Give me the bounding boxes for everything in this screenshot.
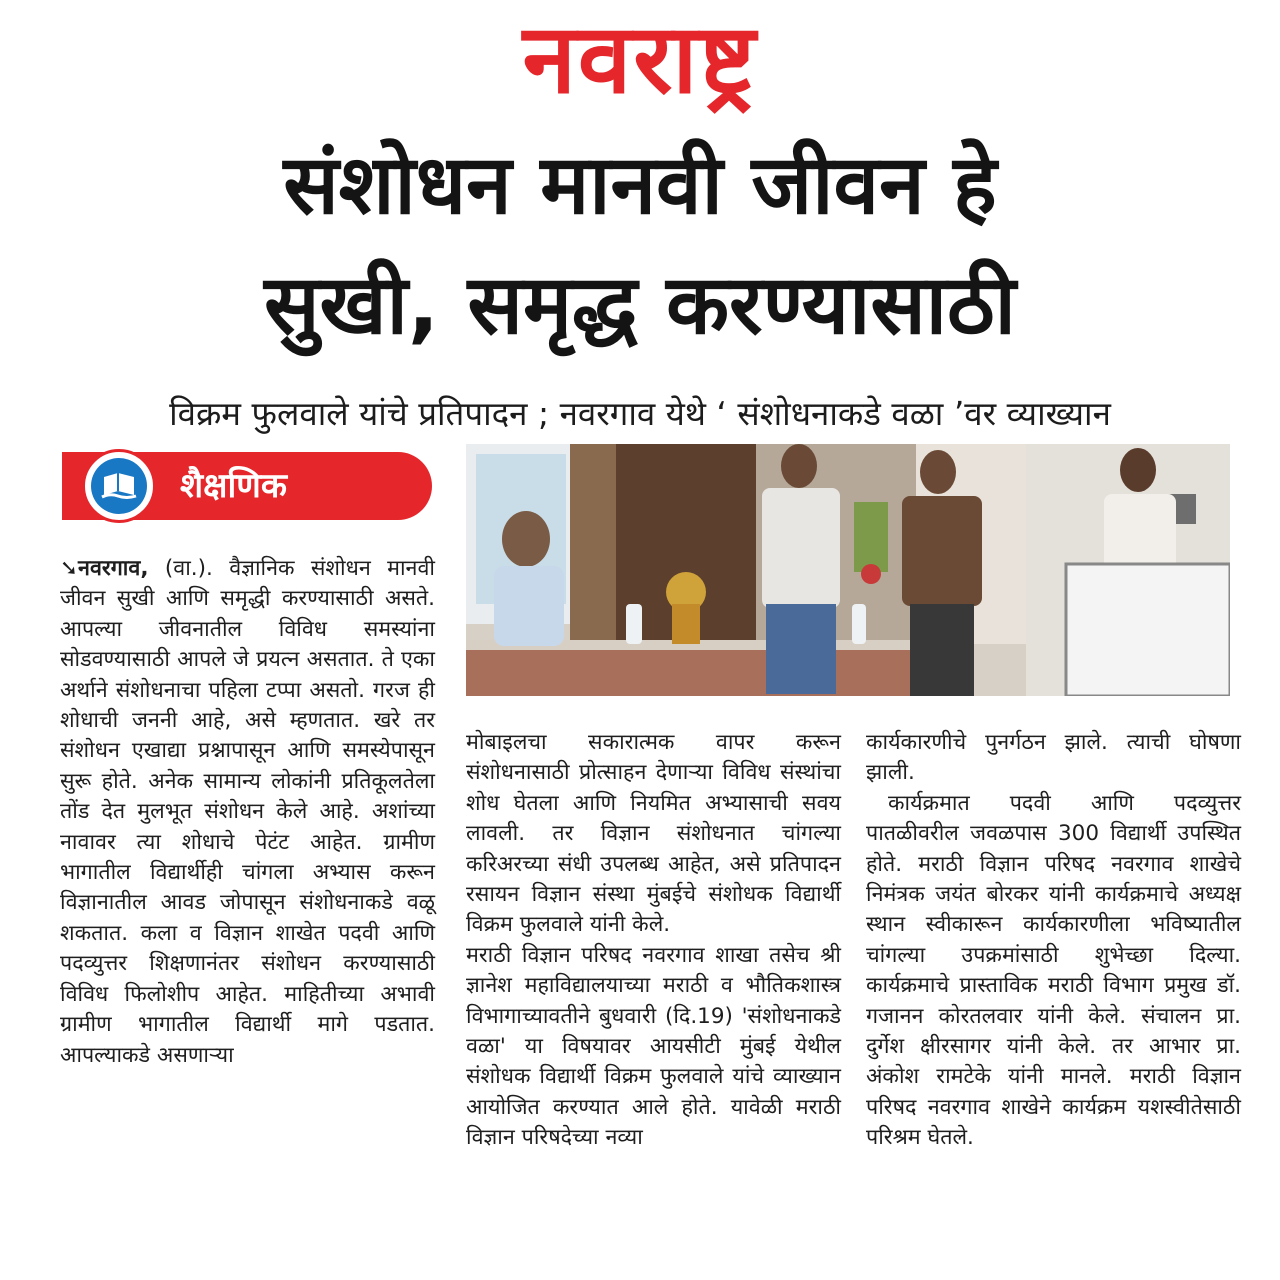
section-badge-label: शैक्षणिक: [180, 466, 287, 506]
article-column-3: [866, 728, 1241, 1154]
subheadline: विक्रम फुलवाले यांचे प्रतिपादन ; नवरगाव येथे ‘ संशोधनाकडे वळा ’वर व्याख्यान: [169, 394, 1111, 433]
headline-line-2: सुखी, समृद्ध करण्यासाठी: [264, 258, 1016, 353]
headline-line-1: संशोधन मानवी जीवन हे: [283, 138, 997, 233]
article-paragraph-3: मराठी विज्ञान परिषद नवरगाव शाखा तसेच श्री ज्ञानेश महाविद्यालयाच्या मराठी व भौतिकशास्त्र विभागाच्यावतीने बुधवारी (दि.19) 'संशोधनाकडे वळा' या विषयावर आयसीटी मुंबई येथील संशोधक विद्यार्थी विक्रम फुलवाले यांचे व्याख्यान आयोजित करण्यात आले होते. यावेळी मराठी विज्ञान परिषदेच्या नव्या: [466, 942, 841, 1151]
masthead-title: नवराष्ट्र: [522, 3, 758, 115]
article-paragraph-2: मोबाइलचा सकारात्मक वापर करून संशोधनासाठी प्रोत्साहन देणाऱ्या विविध संस्थांचा शोध घेतला आणि नियमित अभ्यासाची सवय लावली. तर विज्ञान संशोधनात चांगल्या करिअरच्या संधी उपलब्ध आहेत, असे प्रतिपादन रसायन विज्ञान संस्था मुंबईचे संशोधक विद्यार्थी विक्रम फुलवाले यांनी केले.: [466, 730, 841, 938]
dateline-arrow-icon: ➘: [60, 556, 79, 581]
article-paragraph-5: कार्यक्रमात पदवी आणि पदव्युत्तर पातळीवरील जवळपास 300 विद्यार्थी उपस्थित होते. मराठी विज्ञान परिषद नवरगाव शाखेचे निमंत्रक जयंत बोरकर यांनी कार्यक्रमाचे अध्यक्ष स्थान स्वीकारून कार्यकारणीला भविष्यातील चांगल्या उपक्रमांसाठी शुभेच्छा दिल्या. कार्यक्रमाचे प्रास्ताविक मराठी विभाग प्रमुख डॉ. गजानन कोरतलवार यांनी केले. संचालन प्रा. दुर्गेश क्षीरसागर यांनी केले. तर आभार प्रा. अंकोश रामटेके यांनी मानले. मराठी विज्ञान परिषद नवरगाव शाखेने कार्यक्रम यशस्वीतेसाठी परिश्रम घेतले.: [866, 790, 1241, 1151]
section-badge: [62, 452, 432, 520]
book-hand-icon: [82, 449, 156, 523]
article-column-2: [466, 728, 841, 1154]
dateline-source: (वा.).: [148, 556, 230, 581]
masthead: [0, 0, 1280, 118]
article-column-1: [60, 554, 435, 1071]
event-photo: [466, 444, 1230, 696]
article-paragraph-4: कार्यकारणीचे पुनर्गठन झाले. त्याची घोषणा झाली.: [866, 730, 1241, 786]
dateline-place: नवरगाव,: [78, 556, 149, 581]
article-paragraph-1: वैज्ञानिक संशोधन मानवी जीवन सुखी आणि समृद्धी करण्यासाठी असते. आपल्या जीवनातील विविध समस्यांना सोडवण्यासाठी आपले जे प्रयत्न असतात. ते एका अर्थाने संशोधनाचा पहिला टप्पा असतो. गरज ही शोधाची जननी आहे, असे म्हणतात. खरे तर संशोधन एखाद्या प्रश्नापासून आणि समस्येपासून सुरू होते. अनेक सामान्य लोकांनी प्रतिकूलतेला तोंड देत मुलभूत संशोधन केले आहे. अशांच्या नावावर त्या शोधाचे पेटंट आहेत. ग्रामीण भागातील विद्यार्थीही चांगला अभ्यास करून विज्ञानातील आवड जोपासून संशोधनाकडे वळू शकतात. कला व विज्ञान शाखेत पदवी आणि पदव्युत्तर शिक्षणानंतर संशोधन करण्यासाठी विविध फिलोशीप आहेत. माहितीच्या अभावी ग्रामीण भागातील विद्यार्थी मागे पडतात. आपल्याकडे असणाऱ्या: [60, 556, 436, 1068]
